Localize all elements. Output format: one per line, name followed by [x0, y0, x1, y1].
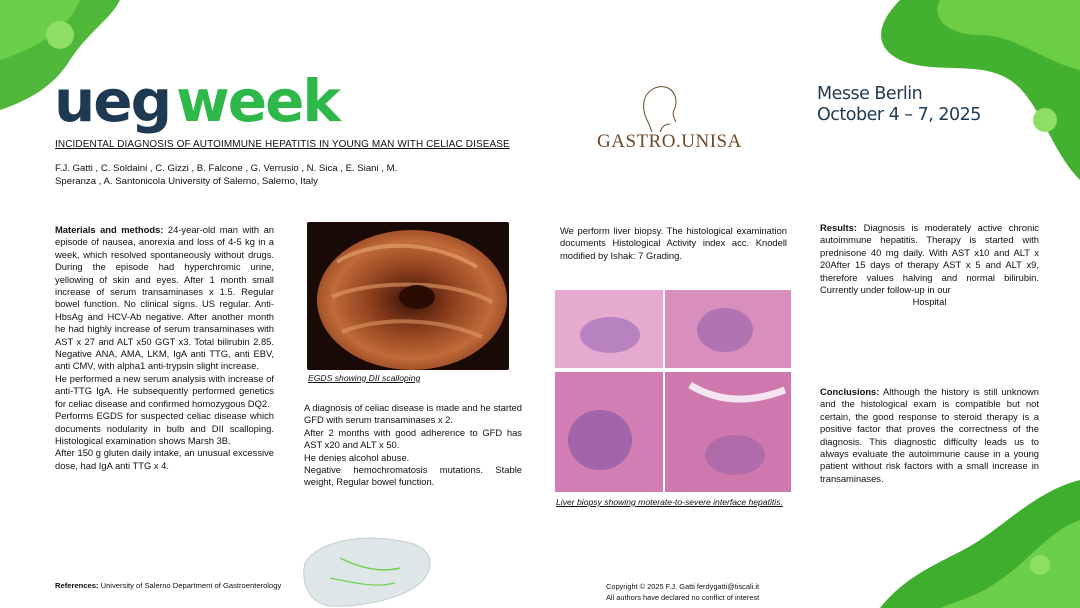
- liver-biopsy-histology-image: [555, 290, 791, 492]
- materials-methods-column: [55, 224, 274, 472]
- materials-text-2: He performed a new serum analysis with increase of anti-TTG IgA. He subsequently performed genetics for celiac disease and confirmed homozygous DQ2.: [55, 372, 274, 409]
- copyright-block: [606, 581, 759, 603]
- results-column: [820, 222, 1039, 309]
- egds-endoscopy-image: [307, 222, 509, 370]
- diagnosis-text-1: A diagnosis of celiac disease is made and he started GFD with serum transaminases x 2.: [304, 402, 522, 426]
- logo-ueg: ueg: [54, 67, 171, 135]
- poster-title: INCIDENTAL DIAGNOSIS OF AUTOIMMUNE HEPATITIS IN YOUNG MAN WITH CELIAC DISEASE: [55, 139, 510, 150]
- ueg-week-logo: [54, 67, 339, 135]
- venue-info: [817, 84, 981, 126]
- results-last-line: Hospital: [912, 296, 947, 308]
- materials-text-4: After 150 g gluten daily intake, an unusual excessive dose, had IgA anti TTG x 4.: [55, 447, 274, 471]
- diagnosis-column: [304, 402, 522, 489]
- references-label: References:: [55, 581, 99, 590]
- conclusions-text: Although the history is still unknown and the histological exam is compatible but not certain, the good response to steroid therapy is a positive factor that proves the correctness of the diagnosis. This diagnostic difficulty leads us to always evaluate the autoimmune cause in a young patient without risk factors with a small increase in transaminases.: [820, 386, 1039, 484]
- venue-dates: October 4 – 7, 2025: [817, 105, 981, 125]
- diagnosis-text-2: After 2 months with good adherence to GFD has AST x20 and ALT x 50.: [304, 426, 522, 451]
- decorative-liver-illustration: [300, 528, 435, 608]
- copyright-text: Copyright © 2025 F.J. Gatti ferdygatti@tiscali.it: [606, 582, 760, 591]
- venue-line1: Messe Berlin: [817, 84, 923, 104]
- decorative-green-organ-bottom-right: [880, 470, 1080, 608]
- materials-heading: Materials and methods:: [55, 224, 164, 235]
- diagnosis-text-4: Negative hemochromatosis mutations. Stable weight, Regular bowel function.: [304, 464, 522, 488]
- references-text: University of Salerno Department of Gastroenterology: [98, 581, 282, 590]
- disclosure-text: All authors have declared no conflict of interest: [606, 593, 760, 602]
- poster-authors: F.J. Gatti , C. Soldaini , C. Gizzi , B. Falcone , G. Verrusio , N. Sica , E. Siani , M. Speranza , A. Santonicola University of Salerno, Salerno, Italy: [55, 163, 398, 187]
- materials-text-3: Performs EGDS for suspected celiac disease which documents nodularity in bulb and DII scalloping. Histological examination shows Marsh 3B.: [55, 410, 274, 446]
- conclusions-heading: Conclusions:: [820, 386, 880, 397]
- results-text: Diagnosis is moderately active chronic autoimmune hepatitis. Therapy is started with prednisone 40 mg daily. With AST x10 and ALT x 20After 15 days of therapy AST x 5 and ALT x9, therefore values halving and normal bilirubin. Currently under follow-up in our: [820, 222, 1039, 296]
- diagnosis-text-3: He denies alcohol abuse.: [304, 451, 410, 463]
- logo-week: week: [176, 67, 339, 135]
- conclusions-column: [820, 386, 1039, 485]
- egds-caption: EGDS showing DII scalloping: [308, 373, 421, 383]
- gastro-unisa-logo: GASTRO.UNISA: [597, 131, 742, 152]
- biopsy-caption: Liver biopsy showing moterate-to-severe interface hepatitis.: [556, 497, 783, 507]
- materials-text-1: 24-year-old man with an episode of nausea, anorexia and loss of 4-5 kg in a week, which resolved spontaneously without drugs. During the episode had hyperchromic urine, yellowing of skin and eyes. After 1 month small increase of serum transaminases x 1.5. Regular bowel function. No clinical signs. US regular. Anti-HbsAg and HCV-Ab negative. After another month he had highly increase of serum transaminases with AST x 27 and ALT x50 GGT x3. Total bilirubin 2.85. Negative ANA, AMA, LKM, IgA anti TTG, anti EBV, anti CMV, with alpha1 anti-trypsin slight increase.: [55, 224, 274, 372]
- biopsy-text: We perform liver biopsy. The histological examination documents Histological Activity index acc. Knodell modified by Ishak: 7 Grading.: [560, 225, 787, 261]
- unisa-head-icon: [630, 80, 690, 135]
- results-heading: Results:: [820, 222, 857, 233]
- biopsy-column: [560, 225, 787, 262]
- references: [55, 581, 281, 590]
